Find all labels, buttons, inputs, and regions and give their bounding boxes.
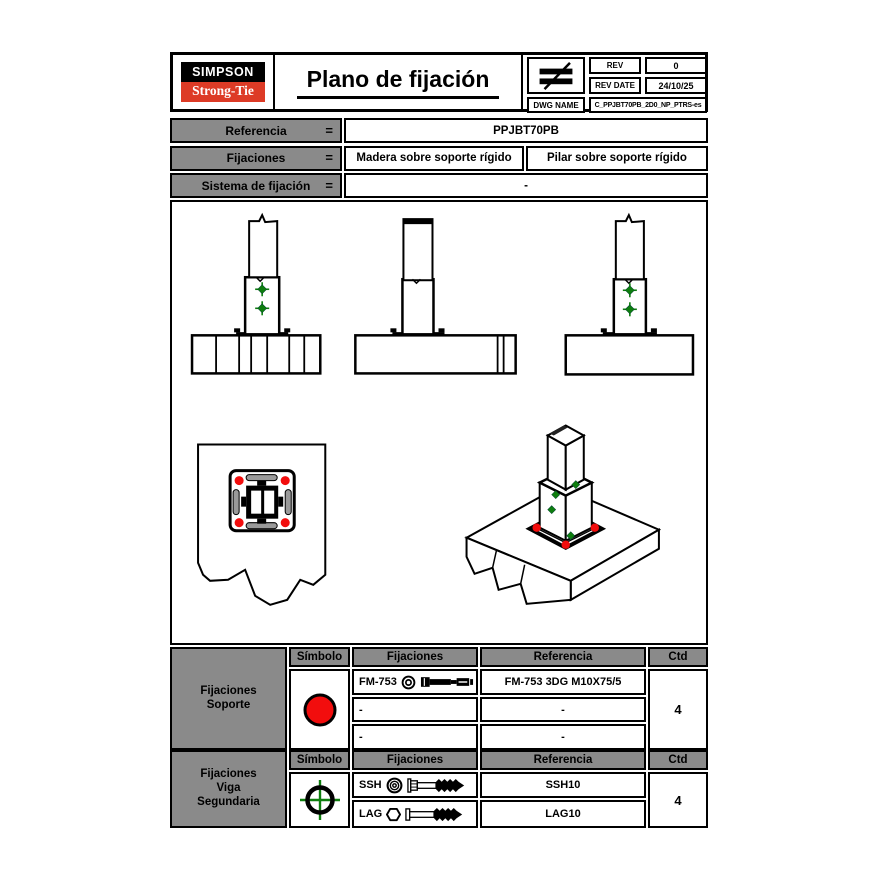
anchor-dot-red bbox=[532, 523, 540, 531]
sistema-label-cell bbox=[170, 173, 342, 198]
rev-label: REV bbox=[589, 57, 641, 74]
col-header-referencia: Referencia bbox=[480, 750, 646, 770]
fixing-row bbox=[352, 724, 478, 750]
sistema-label: Sistema de fijación bbox=[201, 178, 311, 193]
col-header-simbolo: Símbolo bbox=[289, 647, 350, 667]
hex-head-screw-icon bbox=[407, 777, 467, 794]
equals-sign: = bbox=[325, 177, 333, 193]
fixing-row bbox=[352, 772, 478, 798]
anchor-dot-red bbox=[562, 541, 570, 549]
referencia-label-cell bbox=[170, 118, 342, 143]
anchor-dot-red bbox=[591, 523, 599, 531]
dwg-name-label: DWG NAME bbox=[527, 97, 585, 113]
rev-date-value: 24/10/25 bbox=[645, 77, 707, 94]
rev-date-label: REV DATE bbox=[589, 77, 641, 94]
anchor-dot-red bbox=[235, 476, 244, 485]
rev-value: 0 bbox=[645, 57, 707, 74]
anchor-dot-red bbox=[281, 476, 290, 485]
logo-simpson: SIMPSON bbox=[181, 62, 265, 82]
beam-symbol-cell bbox=[289, 772, 350, 828]
dwg-name-value: C_PPJBT70PB_2D0_NP_PTRS-es bbox=[589, 97, 707, 113]
reference-value: LAG10 bbox=[480, 800, 646, 828]
col-header-ctd: Ctd bbox=[648, 750, 708, 770]
reference-value: - bbox=[480, 697, 646, 722]
anchor-dot-red bbox=[235, 518, 244, 527]
col-header-fijaciones: Fijaciones bbox=[352, 647, 478, 667]
beam-fixings-table bbox=[170, 750, 708, 828]
reference-value: FM-753 3DG M10X75/5 bbox=[480, 669, 646, 695]
equals-sign: = bbox=[325, 122, 333, 138]
reference-value: - bbox=[480, 724, 646, 750]
support-fixings-table bbox=[170, 647, 708, 750]
fijaciones-value-left: Madera sobre soporte rígido bbox=[344, 146, 524, 171]
drawing-area bbox=[170, 200, 708, 645]
fixing-label: SSH bbox=[359, 779, 382, 791]
title-cell bbox=[275, 55, 523, 109]
elevation-view-right bbox=[566, 215, 693, 374]
reference-value: SSH10 bbox=[480, 772, 646, 798]
fijaciones-label: Fijaciones bbox=[226, 151, 286, 165]
plan-view bbox=[198, 445, 325, 605]
concentric-rings-icon bbox=[386, 777, 403, 794]
fixing-row bbox=[352, 697, 478, 722]
elevation-view-left bbox=[192, 215, 320, 373]
lag-screw-icon bbox=[405, 806, 465, 823]
technical-drawing bbox=[172, 202, 706, 643]
revision-block bbox=[523, 55, 711, 109]
equals-sign: = bbox=[325, 149, 333, 165]
support-symbol-cell bbox=[289, 669, 350, 750]
col-header-fijaciones: Fijaciones bbox=[352, 750, 478, 770]
fixing-label: LAG bbox=[359, 808, 383, 820]
fixing-row bbox=[352, 800, 478, 828]
anchor-dot-red bbox=[281, 518, 290, 527]
col-header-ctd: Ctd bbox=[648, 647, 708, 667]
fijaciones-value-right: Pilar sobre soporte rígido bbox=[526, 146, 708, 171]
hexagon-icon bbox=[386, 807, 401, 822]
sistema-value: - bbox=[344, 173, 708, 198]
beam-group-label: Fijaciones Viga Segundaria bbox=[170, 750, 287, 828]
crosshair-icon bbox=[297, 777, 343, 823]
logo-strongtie: Strong-Tie bbox=[181, 82, 265, 102]
simpson-strongtie-logo bbox=[181, 62, 265, 102]
elevation-view-middle bbox=[355, 219, 515, 373]
reference-table bbox=[170, 118, 708, 198]
red-circle-icon bbox=[300, 690, 340, 730]
fijaciones-label-cell bbox=[170, 146, 342, 171]
beam-qty: 4 bbox=[648, 772, 708, 828]
support-qty: 4 bbox=[648, 669, 708, 750]
fixing-label: - bbox=[359, 731, 363, 743]
isometric-view bbox=[467, 426, 659, 604]
support-group-label: Fijaciones Soporte bbox=[170, 647, 287, 750]
referencia-label: Referencia bbox=[225, 123, 287, 138]
double-ring-icon bbox=[401, 675, 416, 690]
fixing-label: FM-753 bbox=[359, 676, 397, 688]
drawing-sheet bbox=[170, 52, 708, 829]
col-header-simbolo: Símbolo bbox=[289, 750, 350, 770]
col-header-referencia: Referencia bbox=[480, 647, 646, 667]
fixing-row bbox=[352, 669, 478, 695]
referencia-value: PPJBT70PB bbox=[344, 118, 708, 143]
title-block bbox=[170, 52, 708, 112]
not-equal-icon bbox=[527, 57, 585, 94]
logo-cell bbox=[173, 55, 275, 109]
page-title: Plano de fijación bbox=[297, 66, 500, 99]
wedge-anchor-icon bbox=[420, 675, 474, 689]
fixing-label: - bbox=[359, 703, 363, 716]
